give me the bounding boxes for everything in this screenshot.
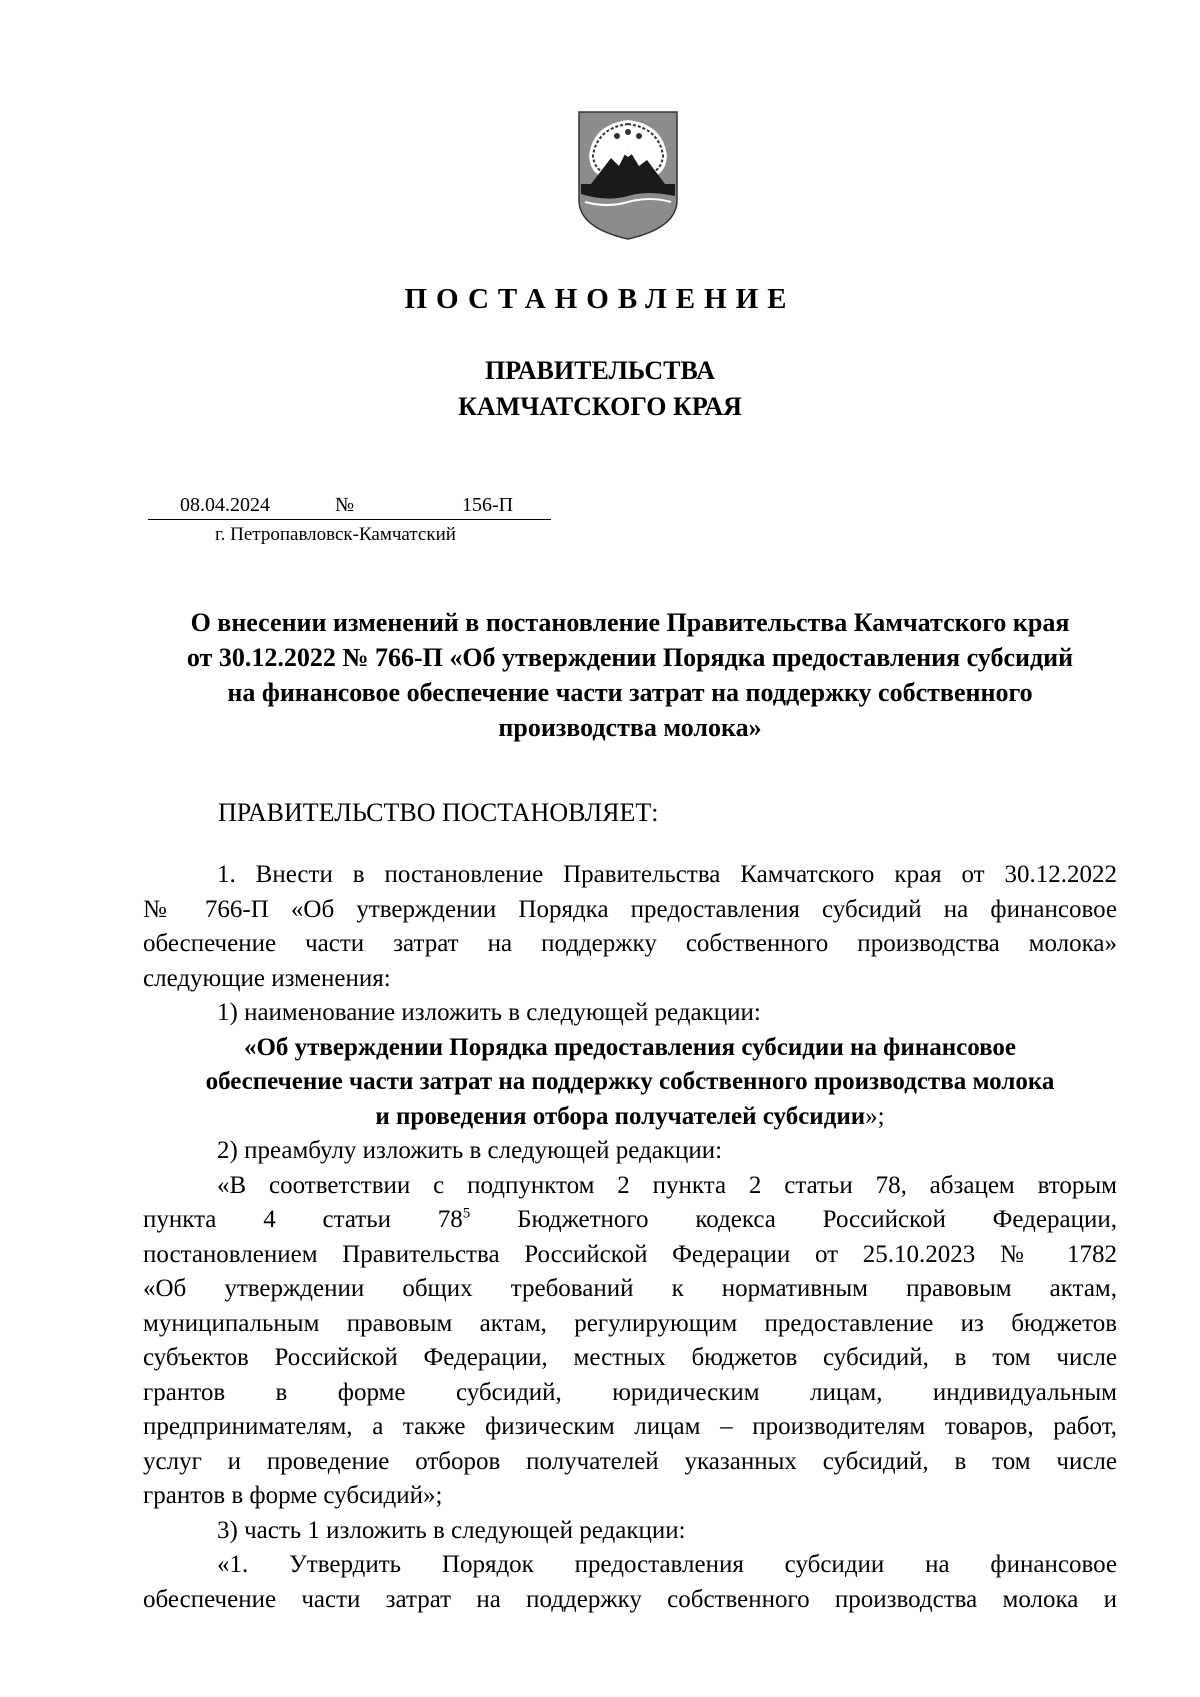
body-line: обеспечение части затрат на поддержку собственного производства молока» [143, 930, 1117, 957]
new-name-line [143, 1100, 1117, 1135]
date-number-underline [148, 519, 551, 520]
body-line: обеспечение части затрат на поддержку собственного производства молока и [143, 1585, 1117, 1613]
document-number: 156-П [462, 494, 514, 516]
preamble-line: «Об утверждении общих требований к нормативным правовым актам, [143, 1275, 1117, 1302]
preamble-line: «В соответствии с подпунктом 2 пункта 2 статьи 78, абзацем вторым [217, 1171, 1117, 1199]
decree-formula: ПРАВИТЕЛЬСТВО ПОСТАНОВЛЯЕТ: [218, 798, 659, 827]
document-title [135, 605, 1125, 745]
preamble-text: пункта 4 статьи 78 [143, 1206, 463, 1233]
preamble-text: Бюджетного кодекса Российской Федерации, [470, 1206, 1117, 1233]
amendment-item: 1) наименование изложить в следующей редакции: [217, 999, 761, 1026]
amendment-item: 2) преамбулу изложить в следующей редакции: [217, 1137, 723, 1164]
title-line: от 30.12.2022 № 766-П «Об утверждении Порядка предоставления субсидий [186, 643, 1074, 672]
body-line: «1. Утвердить Порядок предоставления субсидии на финансовое [217, 1551, 1117, 1578]
body-line: следующие изменения: [143, 964, 391, 992]
document-city: г. Петропавловск-Камчатский [215, 524, 456, 545]
document-body [143, 858, 1117, 1617]
preamble-line: постановлением Правительства Российской Федерации от 25.10.2023 № 1782 [143, 1240, 1117, 1268]
preamble-line: предпринимателям, а также физическим лицам – производителям товаров, работ, [143, 1413, 1117, 1440]
preamble-line: муниципальным правовым актам, регулирующим предоставление из бюджетов [143, 1309, 1117, 1337]
preamble-line: субъектов Российской Федерации, местных бюджетов субсидий, в том числе [143, 1344, 1117, 1371]
body-line: 1. Внести в постановление Правительства Камчатского края от 30.12.2022 [217, 861, 1117, 888]
amendment-item: 3) часть 1 изложить в следующей редакции: [217, 1516, 686, 1544]
document-type-heading: ПОСТАНОВЛЕНИЕ [404, 283, 796, 315]
title-line: производства молока» [498, 713, 762, 742]
preamble-line: грантов в форме субсидий, юридическим лицам, индивидуальным [143, 1378, 1117, 1406]
document-date: 08.04.2024 [180, 494, 270, 516]
new-name-text: и проведения отбора получателей субсидии [375, 1102, 866, 1130]
title-line: на финансовое обеспечение части затрат на поддержку собственного [227, 678, 1033, 707]
new-name-line: обеспечение части затрат на поддержку собственного производства молока [205, 1068, 1055, 1095]
body-line: № 766-П «Об утверждении Порядка предоставления субсидий на финансовое [143, 895, 1117, 923]
preamble-line: услуг и проведение отборов получателей указанных субсидий, в том числе [143, 1447, 1117, 1475]
preamble-line: грантов в форме субсидий»; [143, 1482, 443, 1509]
new-name-tail: »; [865, 1102, 885, 1130]
kamchatka-coat-of-arms-icon [577, 110, 679, 241]
title-line: О внесении изменений в постановление Правительства Камчатского края [190, 608, 1070, 637]
number-sign: № [335, 494, 355, 516]
new-name-line: «Об утверждении Порядка предоставления субсидии на финансовое [243, 1033, 1017, 1061]
authority-line: ПРАВИТЕЛЬСТВА [485, 356, 715, 385]
authority-line: КАМЧАТСКОГО КРАЯ [458, 392, 742, 421]
article-superscript: 5 [462, 1205, 471, 1222]
issuing-authority [300, 353, 900, 425]
preamble-line [143, 1203, 1117, 1238]
